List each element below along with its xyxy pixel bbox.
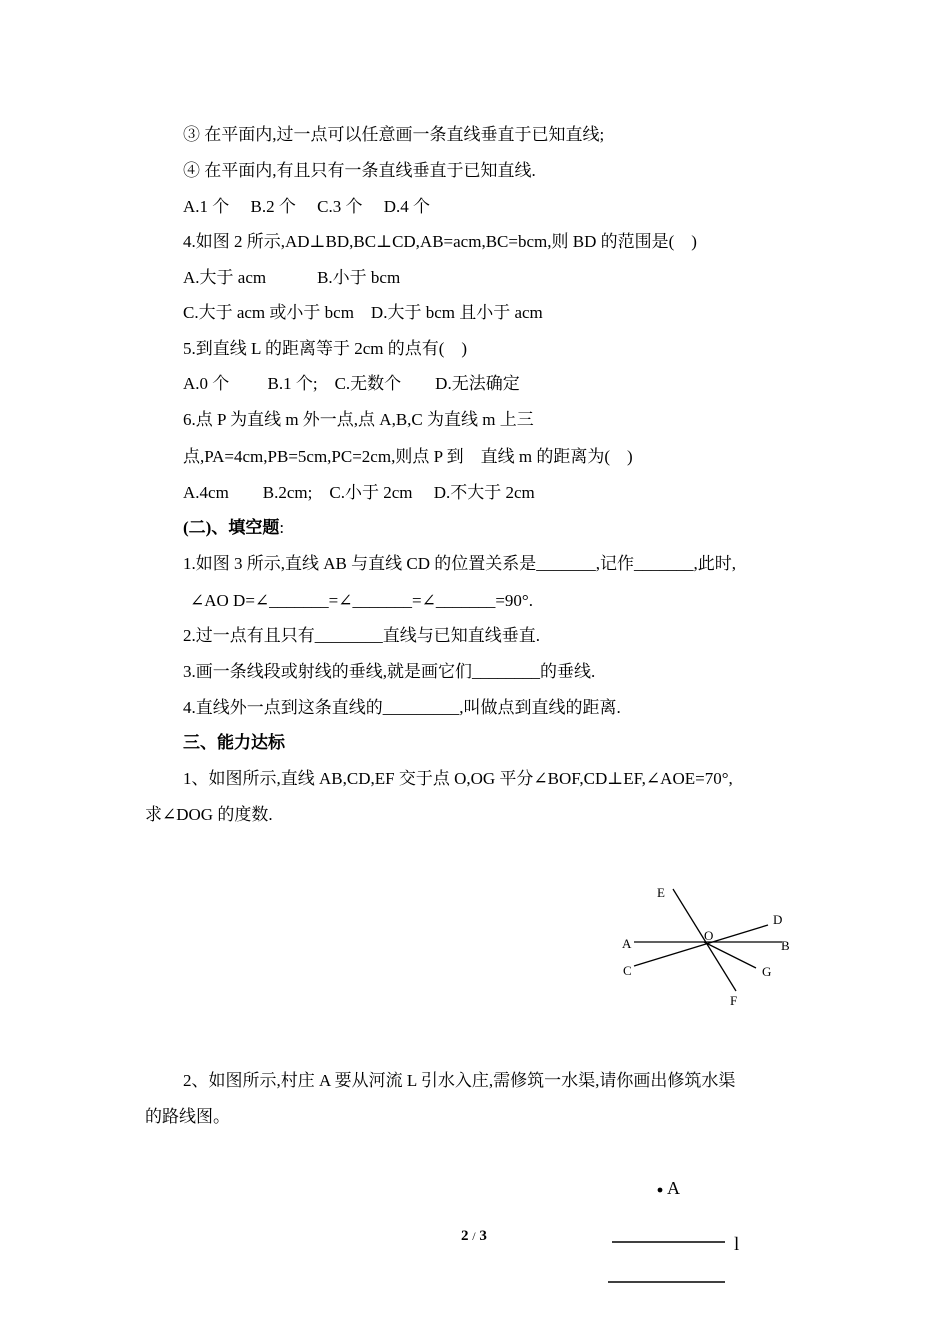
ability-q1-line2: 求∠DOG 的度数.: [145, 805, 273, 824]
label-g: G: [762, 964, 772, 979]
label-e: E: [657, 885, 665, 900]
label-river-l: l: [734, 1234, 740, 1255]
page-number: [461, 1228, 487, 1245]
label-b: B: [781, 938, 790, 953]
q5-text: 5.到直线 L 的距离等于 2cm 的点有( ): [183, 339, 468, 358]
label-c: C: [623, 963, 632, 978]
q5-options: A.0 个 B.1 个; C.无数个 D.无法确定: [183, 374, 520, 393]
figure-village-river: [600, 1170, 780, 1290]
point-a: [658, 1188, 663, 1193]
q6-options: A.4cm B.2cm; C.小于 2cm D.不大于 2cm: [183, 483, 535, 502]
fill-q2: 2.过一点有且只有________直线与已知直线垂直.: [183, 626, 540, 645]
label-o: O: [704, 928, 714, 943]
label-village-a: A: [667, 1178, 680, 1198]
statement-3: ③ 在平面内,过一点可以任意画一条直线垂直于已知直线;: [183, 125, 605, 144]
fill-q1-line1: 1.如图 3 所示,直线 AB 与直线 CD 的位置关系是_______,记作_______,此时,: [183, 554, 736, 573]
label-a: A: [622, 936, 632, 951]
fill-q3: 3.画一条线段或射线的垂线,就是画它们________的垂线.: [183, 662, 596, 681]
figure-intersecting-lines: [610, 878, 800, 1013]
fill-blank-heading-text: (二)、填空题: [183, 518, 280, 537]
fill-q1-line2: ∠AO D=∠_______=∠_______=∠_______=90°.: [190, 591, 533, 610]
page-total: 3: [479, 1228, 487, 1244]
q6-text-line1: 6.点 P 为直线 m 外一点,点 A,B,C 为直线 m 上三: [183, 410, 534, 429]
statement-4: ④ 在平面内,有且只有一条直线垂直于已知直线.: [183, 161, 536, 180]
label-d: D: [773, 912, 783, 927]
ability-heading: 三、能力达标: [183, 733, 285, 752]
fill-blank-heading: [183, 517, 284, 539]
ray-og: [704, 942, 756, 968]
q4-text: 4.如图 2 所示,AD⊥BD,BC⊥CD,AB=acm,BC=bcm,则 BD 的范围是( ): [183, 232, 697, 251]
ability-q2-line1: 2、如图所示,村庄 A 要从河流 L 引水入庄,需修筑一水渠,请你画出修筑水渠: [183, 1071, 736, 1090]
fill-q4: 4.直线外一点到这条直线的_________,叫做点到直线的距离.: [183, 698, 621, 717]
page-separator: /: [472, 1229, 476, 1243]
q6-text-line2: 点,PA=4cm,PB=5cm,PC=2cm,则点 P 到 直线 m 的距离为( ): [183, 447, 633, 466]
ability-q1-line1: 1、如图所示,直线 AB,CD,EF 交于点 O,OG 平分∠BOF,CD⊥EF,∠AOE=70°,: [183, 769, 733, 788]
q4-options-cd: C.大于 acm 或小于 bcm D.大于 bcm 且小于 acm: [183, 303, 543, 322]
q4-options-ab: A.大于 acm B.小于 bcm: [183, 268, 401, 287]
ability-q2-line2: 的路线图。: [145, 1107, 230, 1126]
page-current: 2: [461, 1228, 469, 1244]
label-f: F: [730, 993, 738, 1008]
fill-blank-heading-colon: :: [279, 518, 285, 537]
q3-options: A.1 个 B.2 个 C.3 个 D.4 个: [183, 197, 430, 216]
line-cd: [634, 925, 768, 966]
